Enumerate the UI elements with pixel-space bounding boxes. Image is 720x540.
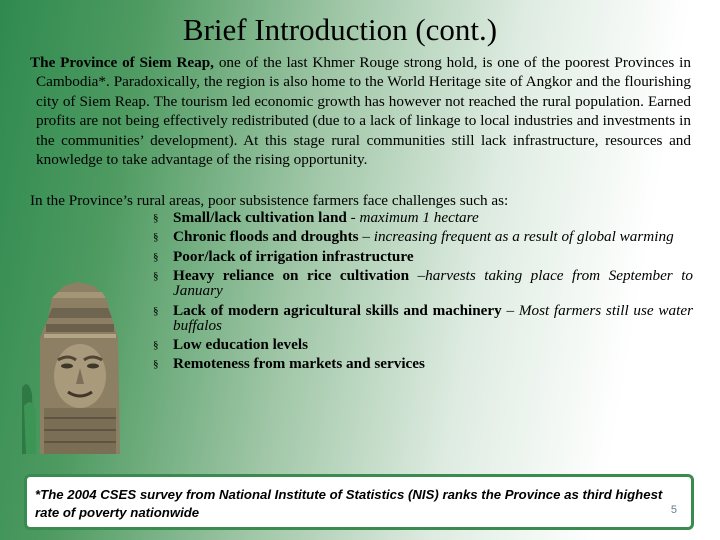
- bullet-detail: increasing frequent as a result of global warming: [373, 228, 674, 246]
- page-number: 5: [670, 504, 677, 516]
- bullet-marker-icon: §: [153, 231, 159, 244]
- bullet-detail: harvests taking place from September to January: [173, 267, 694, 300]
- bullet-marker-icon: §: [153, 358, 159, 371]
- paragraph-lead: The Province of Siem Reap,: [30, 54, 214, 71]
- bullet-sep: –: [501, 301, 519, 319]
- footnote-box: [24, 474, 694, 530]
- list-item: [153, 356, 693, 371]
- bayon-face-statue-icon: [18, 278, 138, 454]
- bullet-sep: –: [409, 267, 426, 285]
- list-item: [153, 337, 693, 352]
- list-item: [153, 303, 693, 333]
- list-item: [153, 229, 693, 244]
- bullet-sep: –: [358, 228, 374, 246]
- challenges-list: [153, 210, 693, 376]
- slide-title: Brief Introduction (cont.): [182, 12, 498, 47]
- list-item: [153, 210, 693, 225]
- bullet-bold: Low education levels: [173, 335, 308, 353]
- bullet-marker-icon: §: [153, 338, 159, 351]
- bullet-detail: Most farmers still use water buffalos: [173, 301, 694, 334]
- bullet-bold: Poor/lack of irrigation infrastructure: [173, 247, 414, 265]
- bullet-bold: Lack of modern agricultural skills and machinery: [173, 301, 502, 319]
- bullet-bold: Heavy reliance on rice cultivation: [173, 267, 410, 285]
- bullet-bold: Small/lack cultivation land: [173, 209, 347, 226]
- paragraph-text: one of the last Khmer Rouge strong hold, is one of the poorest Provinces in Cambodia*. Paradoxically, the region is also home to the World Heritage site of Angkor and the flourishing city of Siem Reap. The tourism led economic growth has however not reached the rural population. Earned profits are not being effectively redistributed (due to a lack of linkage to local industries and investments in the communities’ development). At this stage rural communities still lack infrastructure, resources and knowledge to take advantage of the rising opportunity.: [36, 54, 691, 169]
- bullet-marker-icon: §: [153, 270, 159, 283]
- bullet-sep: -: [346, 209, 360, 226]
- bullet-detail: maximum 1 hectare: [359, 209, 479, 226]
- bullet-marker-icon: §: [153, 250, 159, 263]
- challenges-intro: In the Province’s rural areas, poor subsistence farmers face challenges such as:: [30, 192, 509, 209]
- bullet-marker-icon: §: [153, 304, 159, 317]
- footnote-text: *The 2004 CSES survey from National Institute of Statistics (NIS) ranks the Province as third highest rate of poverty nationwide: [35, 487, 663, 520]
- body-paragraph: [30, 53, 691, 169]
- bullet-bold: Chronic floods and droughts: [173, 228, 359, 246]
- bullet-marker-icon: §: [153, 212, 159, 224]
- list-item: [153, 268, 693, 298]
- bullet-bold: Remoteness from markets and services: [173, 355, 425, 373]
- list-item: [153, 249, 693, 264]
